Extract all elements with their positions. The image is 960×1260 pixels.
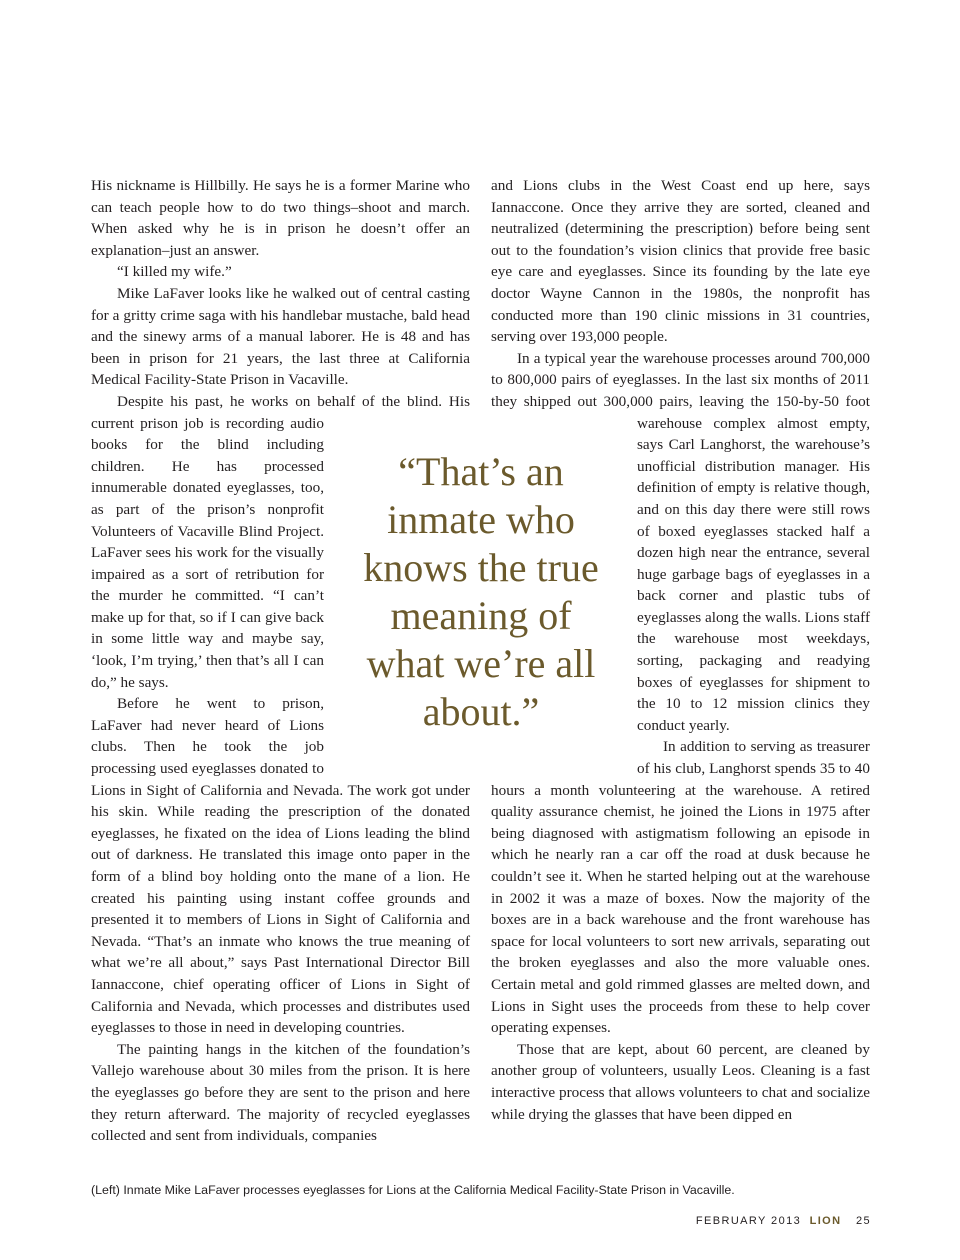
- page-number: 25: [855, 1215, 871, 1227]
- issue-date: FEBRUARY 2013: [695, 1215, 802, 1227]
- paragraph: His nickname is Hillbilly. He says he is a former Marine who can teach people how to do two things–shoot and march. When asked why he is in prison he doesn’t offer an explanation–just an answer.: [91, 177, 470, 259]
- paragraph: In addition to serving as treasurer of his club, Langhorst spends 35 to 40 hours a month volunteering at the warehouse. A retired quality assurance chemist, he joined the Lions in 1975 after being diagnosed with astigmatism following an episode in which he nearly ran a car off the road at dusk because he couldn’t see it. When he started helping out at the warehouse in 2002 it was a maze of boxes. Now the majority of the boxes are in a back warehouse and the front warehouse has space for local volunteers to sort new arrivals, separating out the broken eyeglasses and also the more valuable ones. Certain metal and gold rimmed glasses are melted down, and Lions in Sight uses the proceeds from these to help cover operating expenses.: [491, 738, 870, 1037]
- paragraph: “I killed my wife.”: [117, 263, 232, 281]
- photo-caption: (Left) Inmate Mike LaFaver processes eyeglasses for Lions at the California Medical Facility-State Prison in Vacaville.: [91, 1183, 735, 1197]
- paragraph: Those that are kept, about 60 percent, are cleaned by another group of volunteers, usually Leos. Cleaning is a fast interactive process that allows volunteers to chat and socialize while drying the glasses that have been dipped en: [491, 1040, 870, 1123]
- paragraph: and Lions clubs in the West Coast end up here, says Iannaccone. Once they arrive they are sorted, cleaned and neutralized (determining the prescription) before being sent out to the foundation’s vision clinics that provide free basic eye care and eyeglasses. Since its founding by the late eye doctor Wayne Cannon in the 1980s, the nonprofit has conducted more than 190 clinic missions in 31 countries, serving over 193,000 people.: [491, 177, 870, 346]
- paragraph: Despite his past, he works on behalf of the blind. His current prison job is recording audio books for the blind including children. He has processed innumerable donated eyeglasses, too, as part of the prison’s nonprofit Volunteers of Vacaville Blind Project. LaFaver sees his work for the visually impaired as a sort of retribution for the murder he committed. “I can’t make up for that, so if I can give back in some little way and maybe say, ‘look, I’m trying,’ then that’s all I can do,” he says.: [91, 391, 470, 693]
- paragraph: Before he went to prison, LaFaver had never heard of Lions clubs. Then he took the job processing used eyeglasses donated to Lions in Sight of California and Nevada. The work got under his skin. While reading the prescription of the donated eyeglasses, he fixated on the idea of Lions leading the blind out of darkness. He translated this image onto paper in the form of a blind boy holding onto the mane of a lion. He created his painting using instant coffee grounds and presented it to members of Lions in Sight of California and Nevada. “That’s an inmate who knows the true meaning of what we’re all about,” says Past International Director Bill Iannaccone, chief operating officer of Lions in Sight of California and Nevada, which processes and distributes used eyeglasses to those in need in developing countries.: [91, 695, 470, 1037]
- paragraph: Mike LaFaver looks like he walked out of central casting for a gritty crime saga with his handlebar mustache, bald head and the sinewy arms of a manual laborer. He is 48 and has been in prison for 21 years, the last three at California Medical Facility-State Prison in Vacaville.: [91, 284, 470, 389]
- paragraph: The painting hangs in the kitchen of the foundation’s Vallejo warehouse about 30 miles from the prison. It is here the eyeglasses go before they are sent to the prison and here they return afterward. The majority of recycled eyeglasses collected and sent from individuals, companies: [91, 1040, 470, 1145]
- pull-quote: “That’s an inmate who knows the true meaning of what we’re all about.”: [363, 449, 599, 734]
- page-footer: [696, 1215, 871, 1227]
- magazine-name: LION: [809, 1215, 842, 1227]
- paragraph: In a typical year the warehouse processes around 700,000 to 800,000 pairs of eyeglasses. In the last six months of 2011 they shipped out 300,000 pairs, leaving the 150-by-50 foot warehouse complex almost empty, says Carl Langhorst, the warehouse’s unofficial distribution manager. His definition of empty is relative though, and on this day there were still rows of boxed eyeglasses stacked half a dozen high near the entrance, several huge garbage bags of eyeglasses in a back corner and plastic tubs of eyeglasses along the walls. Lions staff the warehouse most weekdays, sorting, packaging and readying boxes of eyeglasses for shipment to the 10 to 12 mission clinics they conduct yearly.: [491, 349, 870, 734]
